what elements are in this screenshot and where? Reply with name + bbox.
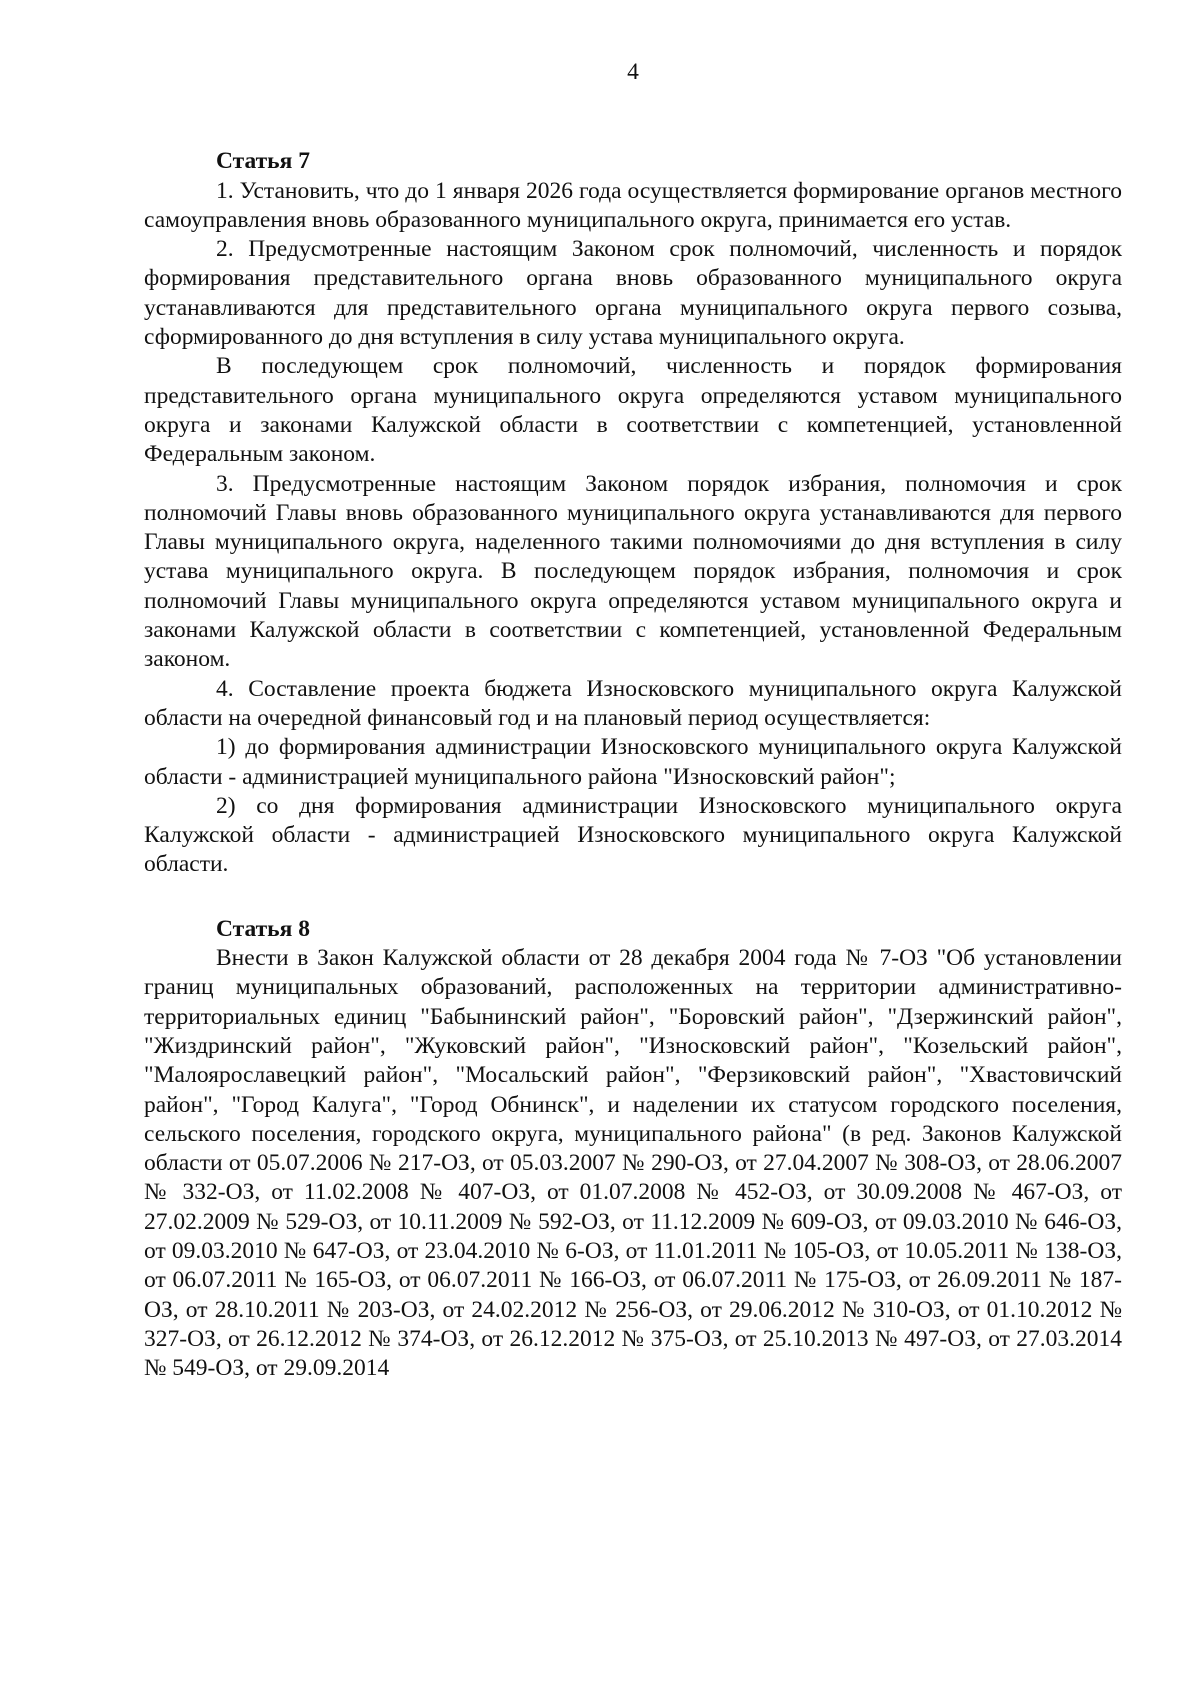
paragraph: Внести в Закон Калужской области от 28 декабря 2004 года № 7-ОЗ "Об установлении границ муниципальных образований, расположенных на территории административно-территориальных единиц "Бабынинский район", "Боровский район", "Дзержинский район", "Жиздринский район", "Жуковский район", "Износковский район", "Козельский район", "Малоярославецкий район", "Мосальский район", "Ферзиковский район", "Хвастовичский район", "Город Калуга", "Город Обнинск", и наделении их статусом городского поселения, сельского поселения, городского округа, муниципального района" (в ред. Законов Калужской области от 05.07.2006 № 217-ОЗ, от 05.03.2007 № 290-ОЗ, от 27.04.2007 № 308-ОЗ, от 28.06.2007 № 332-ОЗ, от 11.02.2008 № 407-ОЗ, от 01.07.2008 № 452-ОЗ, от 30.09.2008 № 467-ОЗ, от 27.02.2009 № 529-ОЗ, от 10.11.2009 № 592-ОЗ, от 11.12.2009 № 609-ОЗ, от 09.03.2010 № 646-ОЗ, от 09.03.2010 № 647-ОЗ, от 23.04.2010 № 6-ОЗ, от 11.01.2011 № 105-ОЗ, от 10.05.2011 № 138-ОЗ, от 06.07.2011 № 165-ОЗ, от 06.07.2011 № 166-ОЗ, от 06.07.2011 № 175-ОЗ, от 26.09.2011 № 187-ОЗ, от 28.10.2011 № 203-ОЗ, от 24.02.2012 № 256-ОЗ, от 29.06.2012 № 310-ОЗ, от 01.10.2012 № 327-ОЗ, от 26.12.2012 № 374-ОЗ, от 26.12.2012 № 375-ОЗ, от 25.10.2013 № 497-ОЗ, от 27.03.2014 № 549-ОЗ, от 29.09.2014 (144, 945, 1122, 1382)
paragraph: В последующем срок полномочий, численность и порядок формирования представительного органа муниципального округа определяются уставом муниципального округа и законами Калужской области в соответствии с компетенцией, установленной Федеральным законом. (144, 353, 1122, 468)
spacer (144, 880, 1122, 915)
paragraph: 1. Установить, что до 1 января 2026 года осуществляется формирование органов местного самоуправления вновь образованного муниципального округа, принимается его устав. (144, 177, 1122, 233)
document-page (144, 58, 1122, 1383)
paragraph: 2. Предусмотренные настоящим Законом срок полномочий, численность и порядок формирования представительного органа вновь образованного муниципального округа устанавливаются для представительного органа муниципального округа первого созыва, сформированного до дня вступления в силу устава муниципального округа. (144, 236, 1122, 351)
paragraph: 1) до формирования администрации Износковского муниципального округа Калужской области - администрацией муниципального района "Износковский район"; (144, 734, 1122, 790)
article-8 (144, 915, 1122, 1384)
paragraph: 3. Предусмотренные настоящим Законом порядок избрания, полномочия и срок полномочий Главы вновь образованного муниципального округа устанавливаются для первого Главы муниципального округа, наделенного такими полномочиями до дня вступления в силу устава муниципального округа. В последующем порядок избрания, полномочия и срок полномочий Главы муниципального округа определяются уставом муниципального округа и законами Калужской области в соответствии с компетенцией, установленной Федеральным законом. (144, 470, 1122, 673)
article-heading: Статья 8 (216, 915, 310, 942)
paragraph: 2) со дня формирования администрации Износковского муниципального округа Калужской области - администрацией Износковского муниципального округа Калужской области. (144, 792, 1122, 878)
article-7 (144, 147, 1122, 879)
page-number: 4 (627, 59, 639, 85)
paragraph: 4. Составление проекта бюджета Износковского муниципального округа Калужской области на очередной финансовый год и на плановый период осуществляется: (144, 675, 1122, 731)
article-heading: Статья 7 (216, 148, 310, 175)
